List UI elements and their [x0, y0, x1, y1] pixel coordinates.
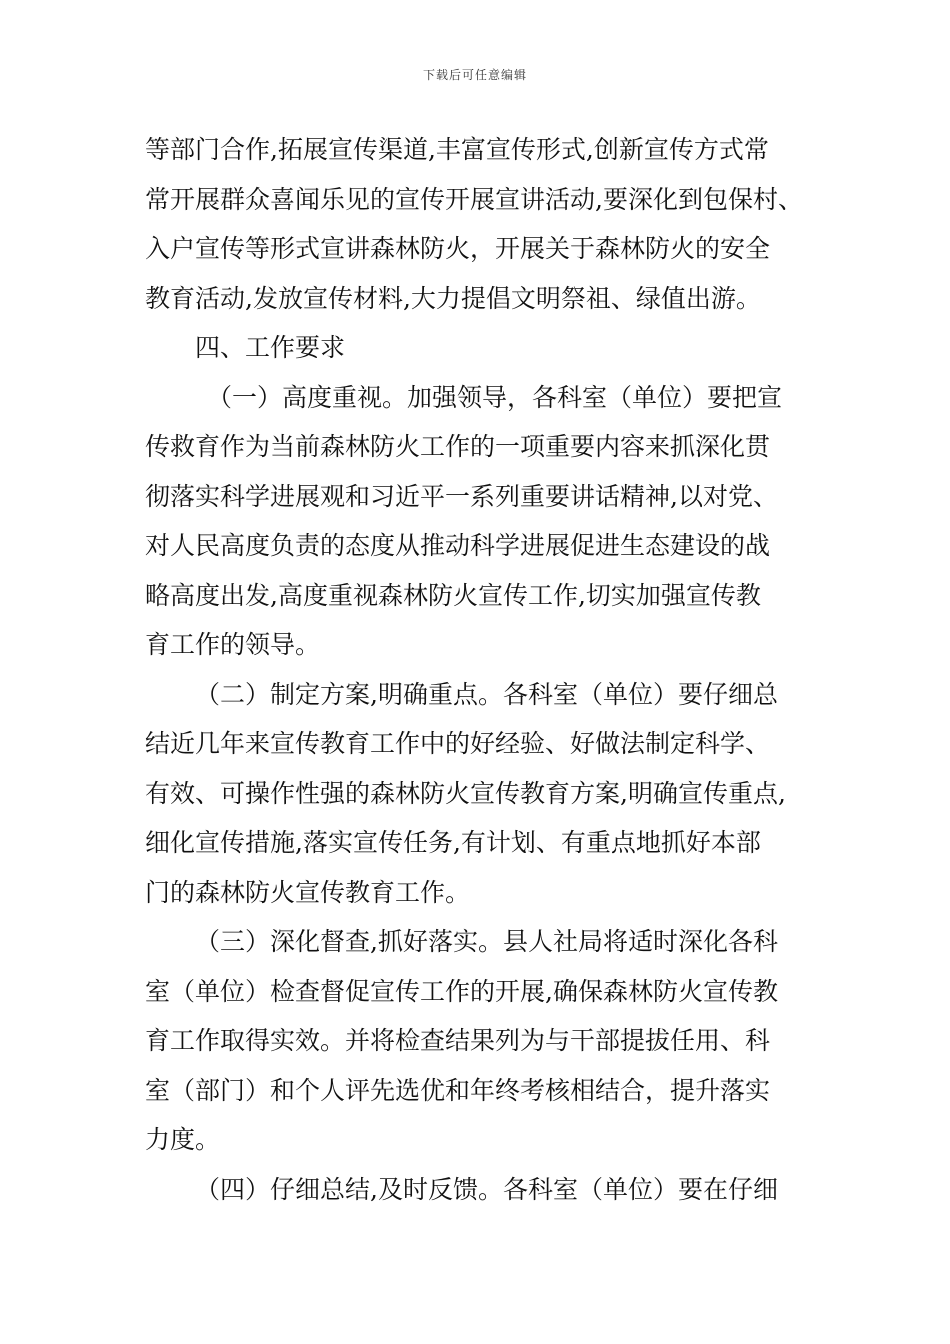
section-heading: 四、工作要求: [195, 333, 346, 362]
paragraph-line: 门的森林防火宣传教育工作。: [145, 877, 471, 907]
paragraph-line: 入户宣传等形式宣讲森林防火，开展关于森林防火的安全: [145, 234, 771, 263]
paragraph-line: （一）高度重视。加强领导，各科室（单位）要把宣: [207, 382, 783, 412]
paragraph-line: 育工作的领导。: [145, 630, 321, 659]
paragraph-line: 略高度出发,高度重视森林防火宣传工作,切实加强宣传教: [145, 580, 761, 610]
paragraph-line: 对人民高度负责的态度从推动科学进展促进生态建设的战: [145, 531, 771, 560]
paragraph-line: 传救育作为当前森林防火工作的一项重要内容来抓深化贯: [145, 432, 771, 461]
paragraph-line: （二）制定方案,明确重点。各科室（单位）要仔细总: [195, 679, 778, 709]
header-note: 下载后可任意编辑: [422, 68, 527, 82]
paragraph-line: 力度。: [145, 1125, 221, 1154]
paragraph-line: 结近几年来宣传教育工作中的好经验、好做法制定科学、: [145, 729, 771, 758]
paragraph-line: 等部门合作,拓展宣传渠道,丰富宣传形式,创新宣传方式常: [145, 135, 769, 164]
paragraph-line: 室（部门）和个人评先选优和年终考核相结合，提升落实: [145, 1075, 771, 1105]
paragraph-line: 育工作取得实效。并将检查结果列为与干部提拔任用、科: [145, 1026, 771, 1055]
paragraph-line: （三）深化督查,抓好落实。县人社局将适时深化各科: [195, 927, 778, 956]
paragraph-line: 室（单位）检查督促宣传工作的开展,确保森林防火宣传教: [145, 976, 778, 1006]
document-body: [145, 125, 810, 1214]
paragraph-line: 细化宣传措施,落实宣传任务,有计划、有重点地抓好本部: [145, 828, 761, 857]
paragraph-line: 彻落实科学进展观和习近平一系列重要讲话精神,以对党、: [145, 481, 778, 511]
paragraph-line: 有效、可操作性强的森林防火宣传教育方案,明确宣传重点,: [145, 778, 786, 808]
paragraph-line: 教育活动,发放宣传材料,大力提倡文明祭祖、绿值出游。: [145, 283, 761, 313]
paragraph-line: （四）仔细总结,及时反馈。各科室（单位）要在仔细: [195, 1174, 778, 1204]
paragraph-line: 常开展群众喜闻乐见的宣传开展宣讲活动,要深化到包保村、: [145, 184, 803, 214]
